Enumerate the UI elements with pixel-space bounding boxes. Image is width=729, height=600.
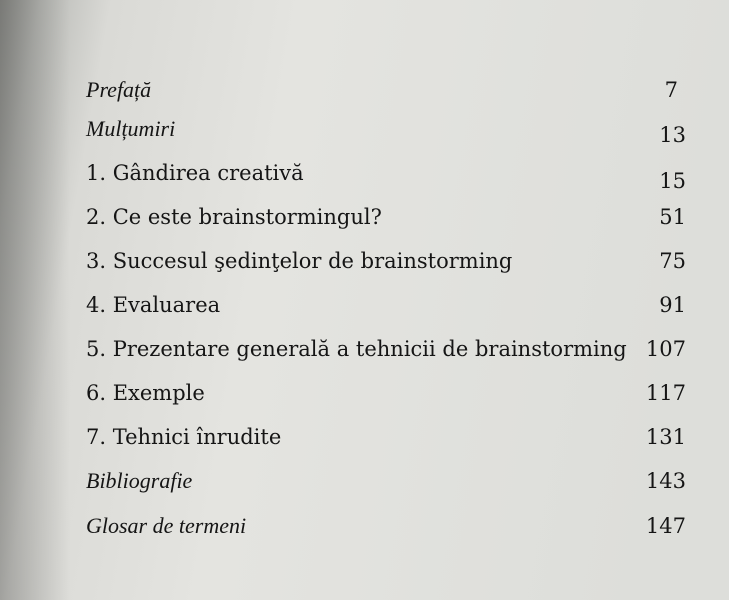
- toc-entry-title: 6. Exemple: [86, 381, 205, 405]
- toc-entry-chapter-4: [86, 291, 686, 335]
- toc-entry-page: 131: [645, 425, 686, 449]
- toc-entry-bibliografie: [86, 467, 686, 512]
- toc-entry-page: 75: [659, 249, 686, 273]
- toc-entry-title: 1. Gândirea creativă: [86, 161, 304, 185]
- toc-entry-title: 4. Evaluarea: [86, 293, 221, 317]
- toc-entry-chapter-1: [86, 159, 686, 203]
- toc-entry-page: 117: [645, 381, 686, 405]
- toc-entry-title: Glosar de termeni: [86, 513, 247, 538]
- toc-entry-multumiri: [86, 115, 686, 159]
- toc-entry-page: 51: [659, 205, 686, 229]
- toc-entry-page: 15: [659, 169, 686, 193]
- toc-entry-title: 2. Ce este brainstormingul?: [86, 205, 382, 229]
- toc-entry-chapter-2: [86, 203, 686, 247]
- toc-entry-chapter-7: [86, 423, 686, 467]
- toc-entry-title: 7. Tehnici înrudite: [86, 425, 282, 449]
- toc-entry-chapter-3: [86, 247, 686, 291]
- toc-entry-title: Prefață: [86, 77, 152, 102]
- toc-entry-page: 107: [645, 337, 686, 361]
- toc-entry-page: 13: [659, 123, 686, 147]
- toc-entry-page: 91: [659, 293, 686, 317]
- toc-entry-page: 143: [645, 469, 686, 493]
- toc-entry-prefata: [86, 76, 686, 115]
- table-of-contents: [86, 76, 686, 556]
- toc-entry-glosar: [86, 512, 686, 556]
- toc-entry-chapter-6: [86, 379, 686, 423]
- toc-entry-title: Bibliografie: [86, 468, 193, 493]
- toc-entry-title: 5. Prezentare generală a tehnicii de brainstorming: [86, 337, 627, 361]
- toc-entry-title: 3. Succesul şedinţelor de brainstorming: [86, 249, 513, 273]
- gutter-shadow: [0, 0, 70, 600]
- toc-entry-chapter-5: [86, 335, 686, 379]
- toc-entry-page: 147: [645, 514, 686, 538]
- toc-entry-title: Mulțumiri: [86, 116, 176, 141]
- toc-entry-page: 7: [664, 78, 678, 102]
